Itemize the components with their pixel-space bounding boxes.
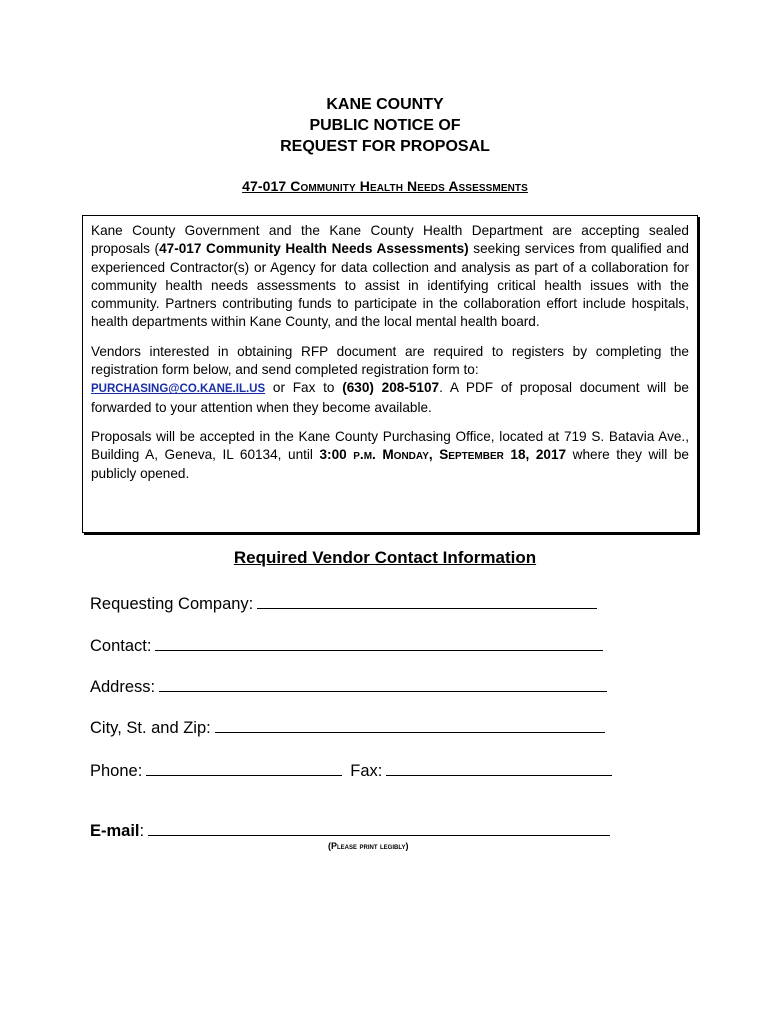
company-field (90, 592, 597, 614)
text: or Fax to (265, 380, 343, 396)
city-label: City, St. and Zip: (90, 719, 211, 737)
address-input-line[interactable] (159, 675, 607, 692)
text: . A PDF of proposal document will be forwarded to your attention when they become available. (91, 380, 689, 415)
address-field (90, 675, 607, 697)
rfp-subtitle: 47-017 Community Health Needs Assessments (242, 178, 528, 194)
phone-label: Phone: (90, 762, 143, 780)
heading-public-notice: PUBLIC NOTICE OF (309, 117, 461, 134)
company-input-line[interactable] (257, 592, 597, 609)
city-field (90, 716, 605, 738)
text: Kane County Government and the Kane County Health Department are accepting sealed proposals ( (91, 223, 689, 257)
fax-label: Fax: (350, 762, 383, 780)
email-colon: : (139, 822, 145, 840)
text: Proposals will be accepted in the Kane County Purchasing Office, located at 719 S. Batavia Ave., Building A, Geneva, IL 60134, until (91, 428, 689, 463)
heading-rfp: REQUEST FOR PROPOSAL (280, 138, 490, 155)
phone-input-line[interactable] (146, 759, 342, 776)
contact-field (90, 634, 603, 656)
deadline: 3:00 p.m. Monday, September 18, 2017 (319, 447, 567, 463)
address-label: Address: (90, 678, 156, 696)
heading-county: KANE COUNTY (326, 96, 444, 113)
contact-input-line[interactable] (155, 634, 603, 651)
print-note: (Please print legibly) (328, 841, 409, 851)
email-link[interactable]: PURCHASING@CO.KANE.IL.US (91, 383, 266, 396)
notice-paragraph-2 (91, 343, 689, 417)
rfp-name: 47-017 Community Health Needs Assessments) (159, 241, 469, 257)
text: seeking services from qualified and experienced Contractor(s) or Agency for data collection and analysis as part of a collaboration for community health needs assessments to assist in identifying critical health issues with the community. Partners contributing funds to participate in the collaboration effort include hospitals, health departments within Kane County, and the local mental health board. (91, 241, 689, 330)
email-label: E-mail (90, 822, 140, 840)
text: where they will be publicly opened. (91, 447, 689, 481)
notice-paragraph-3 (91, 428, 689, 483)
notice-paragraph-1 (91, 222, 689, 332)
email-field (90, 819, 610, 841)
form-title: Required Vendor Contact Information (233, 548, 537, 567)
city-input-line[interactable] (215, 716, 605, 733)
text: Vendors interested in obtaining RFP document are required to registers by completing the registration form below, and send completed registration form to: (91, 343, 689, 378)
company-label: Requesting Company: (90, 595, 254, 613)
email-input-line[interactable] (148, 819, 610, 836)
fax-number: (630) 208-5107 (342, 380, 440, 396)
contact-label: Contact: (90, 637, 152, 655)
notice-box (82, 215, 698, 533)
fax-input-line[interactable] (386, 759, 612, 776)
phone-fax-field (90, 759, 612, 781)
